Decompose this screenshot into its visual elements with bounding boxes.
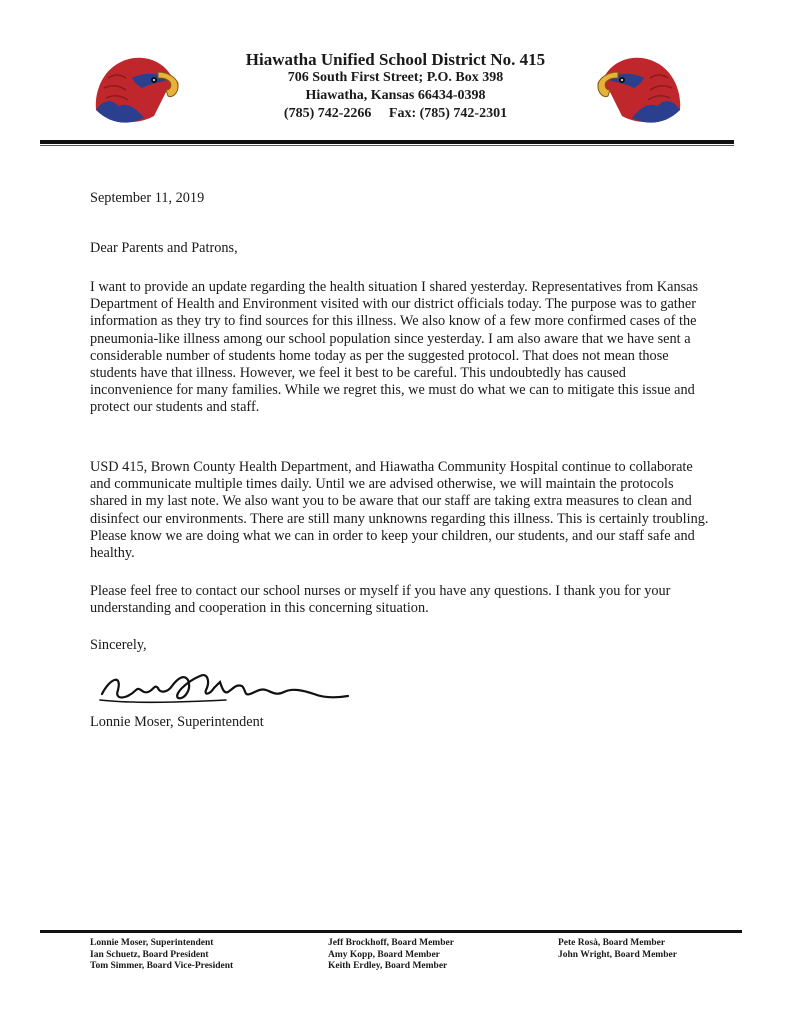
paragraph-text: I want to provide an update regarding the health situation I shared yesterday. Representatives from Kansas Department of Health and Environment visited with our district officials today. The purpose was to gather information as they try to find sources for this illness. We also know of a few more confirmed cases of the pneumonia-like illness among our school population since yesterday. I am also aware that we have sent a considerable number of students home today as per the suggested protocol. That does not mean those students have that illness. However, we feel it best to be careful. This undoubtedly has caused inconvenience for many families. While we regret this, we must do what we can to mitigate this issue and protect our students and staff. <box>90 279 699 416</box>
footer-member: John Wright, Board Member <box>558 949 677 960</box>
footer-member: Jeff Brockhoff, Board Member <box>328 938 454 948</box>
footer-column <box>558 938 677 961</box>
letter-date: September 11, 2019 <box>90 190 205 206</box>
district-address-line2: Hiawatha, Kansas 66434-0398 <box>305 88 486 103</box>
header-divider-thin <box>40 145 734 146</box>
letter-paragraph <box>90 459 710 562</box>
footer-member: Pete Rosà, Board Member <box>558 938 666 948</box>
district-title: Hiawatha Unified School District No. 415 <box>245 50 546 69</box>
letter-paragraph <box>90 583 710 617</box>
footer-member: Keith Erdley, Board Member <box>328 961 448 971</box>
paragraph-text: Please feel free to contact our school nurses or myself if you have any questions. I thank you for your understanding and cooperation in this concerning situation. <box>90 583 671 617</box>
signer-name: Lonnie Moser, Superintendent <box>90 714 264 730</box>
handwritten-signature <box>96 660 356 710</box>
header-divider <box>40 140 734 144</box>
footer-divider <box>40 930 742 933</box>
footer-member: Lonnie Moser, Superintendent <box>90 938 214 948</box>
footer-column <box>328 938 454 973</box>
footer-column <box>90 938 233 973</box>
footer-member: Amy Kopp, Board Member <box>328 949 440 960</box>
letter-closing: Sincerely, <box>90 637 147 653</box>
footer-member: Ian Schuetz, Board President <box>90 949 209 960</box>
district-phone-fax: (785) 742-2266 Fax: (785) 742-2301 <box>283 106 508 121</box>
footer-member: Tom Simmer, Board Vice-President <box>90 961 234 971</box>
letter-paragraph <box>90 279 710 417</box>
district-address-line1: 706 South First Street; P.O. Box 398 <box>287 70 504 85</box>
paragraph-text: USD 415, Brown County Health Department, and Hiawatha Community Hospital continue to collaborate and communicate multiple times daily. Until we are advised otherwise, we will maintain the protocols shared in my last note. We also want you to be aware that our staff are taking extra measures to clean and disinfect our environments. There are still many unknowns regarding this illness. This is certainly troubling. Please know we are doing what we can in order to keep your children, our students, and our staff safe and healthy. <box>90 459 709 562</box>
letter-salutation: Dear Parents and Patrons, <box>90 240 238 256</box>
